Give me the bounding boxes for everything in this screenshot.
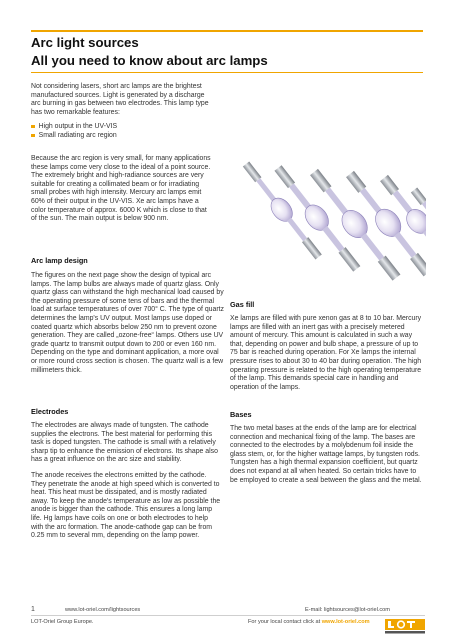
website-link[interactable]: www.lot-oriel.com/lightsources <box>65 607 141 613</box>
intro-paragraph-2: Because the arc region is very small, for many applications these lamps come very close to the ideal of a point source. The extremely bright and high-radiance sources are very suitable for creating a collimated beam or for irradiating small probes with high intensity. Mercury arc lamps emit 60% of their output in the UV-VIS. Xe arc lamps have a color temperature of approx. 6000 K which is close to that of the sun. The main output is below 900 nm. <box>31 155 211 223</box>
arc-lamps-photo-icon <box>228 156 426 293</box>
bullet-icon <box>31 125 35 129</box>
page-subtitle: All you need to know about arc lamps <box>31 53 268 68</box>
top-rule <box>31 30 423 32</box>
section-heading-design: Arc lamp design <box>31 256 88 265</box>
gas-paragraph: Xe lamps are filled with pure xenon gas at 8 to 10 bar. Mercury lamps are filled with an inert gas with a precisely metered amount of mercury. This amount is calculated in such a way that, depending on power and bulb shape, a pressure of up to 75 bar is reached during operation. For Xe lamps the internal pressure rises to about 30 to 40 bar during operation. The high operating pressure is related to the high operating temperature of the lamp. This demands special care in handling and operation of the lamps. <box>230 315 422 391</box>
footer-rule <box>31 615 425 616</box>
lot-oriel-logo-icon <box>385 619 425 635</box>
intro-paragraph: Not considering lasers, short arc lamps are the brightest manufactured sources. Light is generated by a discharge arc burning in gas between two electrodes. This lamp type has two remarkable features: <box>31 83 209 116</box>
bullet-icon <box>31 134 35 138</box>
list-item: Small radiating arc region <box>31 131 221 140</box>
section-heading-electrodes: Electrodes <box>31 407 69 416</box>
section-heading-bases: Bases <box>230 410 252 419</box>
electrodes-paragraph: The electrodes are always made of tungsten. The cathode supplies the electrons. The best material for performing this task is doped tungsten. The cathode is small with a relatively sharp tip to enhance the emission of electrons. Its shape also has a great influence on the arc size and stability. <box>31 422 218 464</box>
section-heading-gas: Gas fill <box>230 300 255 309</box>
page-title: Arc light sources <box>31 35 139 50</box>
contact-line <box>248 619 370 626</box>
title-rule <box>31 72 423 73</box>
feature-list <box>31 122 221 140</box>
group-text: LOT-Oriel Group Europe. <box>31 619 94 625</box>
design-paragraph: The figures on the next page show the design of typical arc lamps. The lamp bulbs are always made of quartz glass. Only quartz glass can withstand the high mechanical load caused by the operating pressure of some tens of bars and the thermal load at surface temperatures of over 700° C. The type of quartz determines the lamp's UV output. Most lamps use doped or coated quartz which absorbs below 250 nm to prevent ozone generation. They are called „ozone-free“ lamps. Others use UV grade quartz to transmit output down to 200 or even 160 nm. Depending on the type and dominant application, a more oval or more round cross section is chosen. The quartz wall is a few millimeters thick. <box>31 272 224 374</box>
bases-paragraph: The two metal bases at the ends of the lamp are for electrical connection and mechanical fixing of the lamp. The bases are connected to the electrodes by a molybdenum foil inside the glass stem, or, for the higher wattage lamps, by tungsten rods. Tungsten has a high thermal expansion coefficient, but quartz does not expand at all when heated. So certain tricks have to be employed to create a seal between the glass and the metal. <box>230 425 422 484</box>
page-number: 1 <box>31 606 35 613</box>
contact-text: For your local contact click at <box>248 619 321 625</box>
contact-link[interactable]: www.lot-oriel.com <box>321 619 370 625</box>
electrodes-paragraph-2: The anode receives the electrons emitted by the cathode. They penetrate the anode at high speed which is converted to heat. This heat must be dissipated, and is mostly radiated away. To keep the anode's temperature as low as possible the anode is bigger than the cathode. This ensures a long lamp life. Hg lamps have coils on one or both electrodes to help with the arc formation. The anode-cathode gap can be from 0.25 mm to several mm, depending on the lamp power. <box>31 472 221 540</box>
list-item: High output in the UV-VIS <box>31 122 221 131</box>
email-text[interactable]: E-mail: lightsources@lot-oriel.com <box>305 607 390 613</box>
